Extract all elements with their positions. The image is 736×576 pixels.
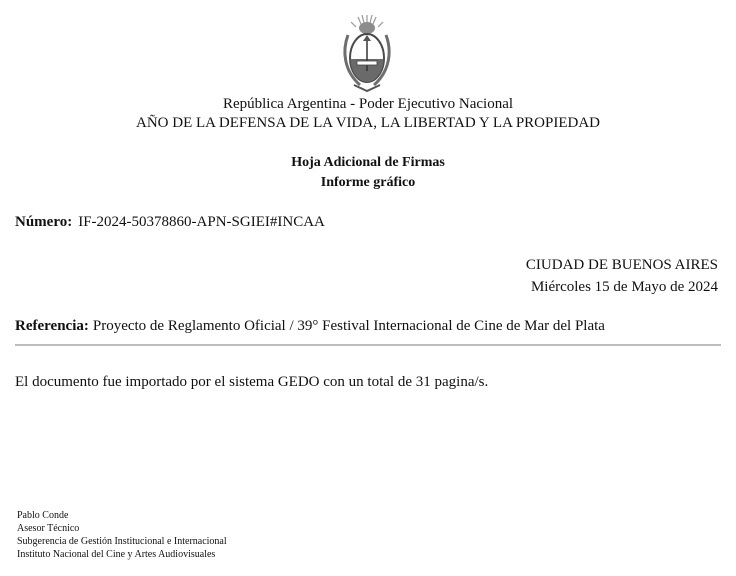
header-line-1: República Argentina - Poder Ejecutivo Nacional bbox=[222, 96, 514, 112]
divider bbox=[15, 344, 721, 346]
document-number-label: Número: bbox=[15, 214, 73, 230]
reference bbox=[15, 318, 605, 335]
document-number-value: IF-2024-50378860-APN-SGIEI#INCAA bbox=[78, 214, 325, 230]
document-subtitle: Informe gráfico bbox=[320, 175, 416, 190]
signer-department: Subgerencia de Gestión Institucional e Internacional bbox=[17, 536, 227, 547]
national-coat-of-arms-icon bbox=[340, 13, 394, 95]
document-title: Hoja Adicional de Firmas bbox=[291, 155, 445, 170]
signer-name: Pablo Conde bbox=[17, 510, 69, 521]
signature-block bbox=[17, 509, 227, 561]
date: Miércoles 15 de Mayo de 2024 bbox=[530, 279, 718, 295]
header-line-2: AÑO DE LA DEFENSA DE LA VIDA, LA LIBERTAD Y LA PROPIEDAD bbox=[135, 115, 600, 131]
body-text: El documento fue importado por el sistema GEDO con un total de 31 pagina/s. bbox=[15, 374, 489, 390]
signer-role: Asesor Técnico bbox=[17, 523, 80, 534]
signer-institution: Instituto Nacional del Cine y Artes Audiovisuales bbox=[17, 549, 216, 560]
reference-value: Proyecto de Reglamento Oficial / 39° Festival Internacional de Cine de Mar del Plata bbox=[92, 318, 605, 334]
reference-label: Referencia: bbox=[15, 318, 89, 334]
document-number bbox=[15, 214, 325, 231]
city: CIUDAD DE BUENOS AIRES bbox=[525, 257, 718, 273]
